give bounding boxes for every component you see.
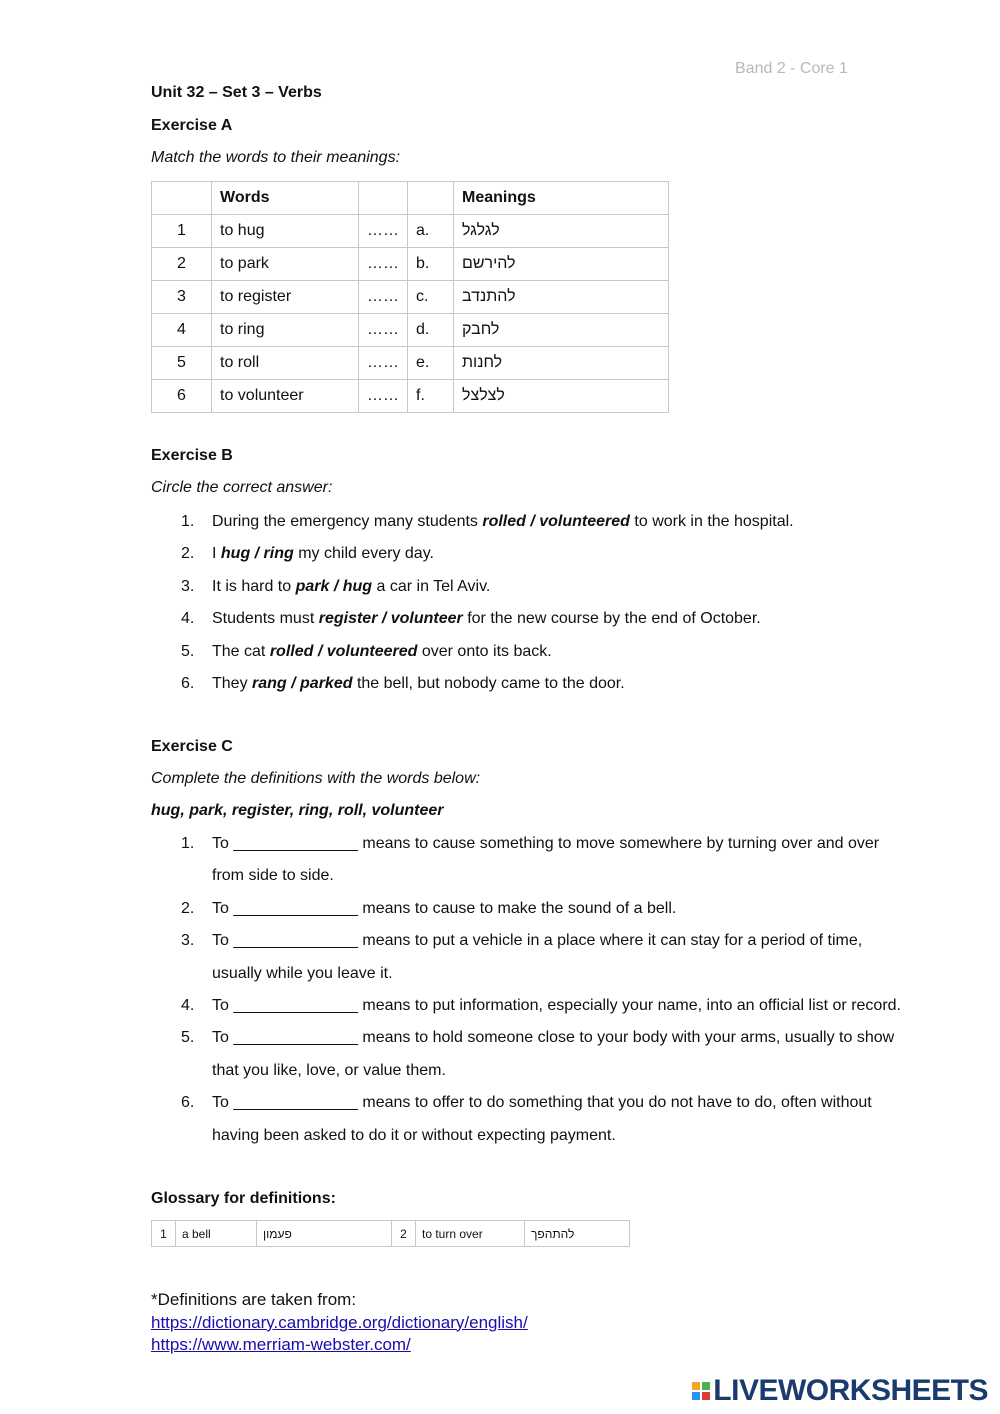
header-letter-cell xyxy=(408,182,454,215)
row-number: 5 xyxy=(152,347,212,380)
table-row xyxy=(152,248,669,281)
exercise-b-heading: Exercise B xyxy=(151,447,233,464)
row-letter: a. xyxy=(408,215,454,248)
item-text-before: The cat xyxy=(212,642,270,660)
page-title: Unit 32 – Set 3 – Verbs xyxy=(151,84,322,101)
row-letter: f. xyxy=(408,380,454,413)
list-item xyxy=(151,893,912,925)
row-number: 2 xyxy=(152,248,212,281)
answer-blank[interactable]: …… xyxy=(359,215,408,248)
item-number: 6. xyxy=(181,1094,195,1112)
table-row xyxy=(152,314,669,347)
definition-text: To ______________ means to cause something to move somewhere by turning over and over from side to side. xyxy=(212,835,880,885)
row-number: 4 xyxy=(152,314,212,347)
item-number: 3. xyxy=(181,577,195,595)
row-word: to hug xyxy=(212,215,359,248)
row-letter: c. xyxy=(408,281,454,314)
exercise-c-instruction: Complete the definitions with the words below: xyxy=(151,770,481,787)
exercise-b-instruction: Circle the correct answer: xyxy=(151,479,333,496)
definition-text: To ______________ means to hold someone close to your body with your arms, usually to show that you like, love, or value them. xyxy=(212,1029,895,1079)
item-number: 2. xyxy=(181,545,195,563)
row-letter: b. xyxy=(408,248,454,281)
definition-text: To ______________ means to put a vehicle in a place where it can stay for a period of time, usually while you leave it. xyxy=(212,932,863,982)
table-row xyxy=(152,380,669,413)
row-meaning: לצלצל xyxy=(454,380,669,413)
item-text-after: to work in the hospital. xyxy=(629,513,794,530)
list-item xyxy=(151,576,794,608)
row-number: 1 xyxy=(152,215,212,248)
header-num-cell xyxy=(152,182,212,215)
word-bank: hug, park, register, ring, roll, volunteer xyxy=(151,802,444,819)
glossary-word: a bell xyxy=(176,1221,257,1247)
item-text-after: over onto its back. xyxy=(417,642,552,660)
item-text-before: It is hard to xyxy=(212,577,296,595)
sources-note: *Definitions are taken from: xyxy=(151,1290,357,1309)
answer-choice[interactable]: hug / ring xyxy=(220,545,294,563)
header-blank-cell xyxy=(359,182,408,215)
row-word: to roll xyxy=(212,347,359,380)
header-words: Words xyxy=(212,182,359,215)
table-row xyxy=(152,347,669,380)
table-row xyxy=(152,215,669,248)
item-text-before: They xyxy=(212,674,253,692)
logo-mark-icon xyxy=(692,1382,710,1400)
table-row xyxy=(152,1221,630,1247)
row-letter: e. xyxy=(408,347,454,380)
item-number: 5. xyxy=(181,1029,195,1047)
item-text-after: the bell, but nobody came to the door. xyxy=(352,674,625,692)
item-text-after: a car in Tel Aviv. xyxy=(372,577,491,595)
row-word: to ring xyxy=(212,314,359,347)
item-number: 5. xyxy=(181,642,195,660)
answer-choice[interactable]: park / hug xyxy=(295,577,373,595)
row-letter: d. xyxy=(408,314,454,347)
table-row xyxy=(152,281,669,314)
answer-blank[interactable]: …… xyxy=(359,248,408,281)
list-item xyxy=(151,1022,912,1087)
item-number: 1. xyxy=(181,513,195,530)
row-word: to register xyxy=(212,281,359,314)
item-number: 4. xyxy=(181,997,195,1015)
list-item xyxy=(151,543,794,575)
list-item xyxy=(151,925,912,990)
list-item xyxy=(151,608,794,640)
list-item xyxy=(151,641,794,673)
row-meaning: להתנדב xyxy=(454,281,669,314)
item-text-after: for the new course by the end of October. xyxy=(462,610,761,628)
header-meanings: Meanings xyxy=(454,182,669,215)
answer-choice[interactable]: rang / parked xyxy=(252,674,353,692)
item-text-before: I xyxy=(212,545,221,563)
list-item xyxy=(151,511,794,543)
row-word: to park xyxy=(212,248,359,281)
definition-text: To ______________ means to put information, especially your name, into an official list or record. xyxy=(212,997,901,1015)
liveworksheets-logo xyxy=(692,1374,988,1408)
answer-blank[interactable]: …… xyxy=(359,347,408,380)
glossary-heading: Glossary for definitions: xyxy=(151,1190,336,1207)
answer-choice[interactable]: rolled / volunteered xyxy=(482,513,630,530)
exercise-c-list xyxy=(151,828,912,1152)
list-item xyxy=(151,673,794,705)
table-header-row xyxy=(152,182,669,215)
row-meaning: לחבק xyxy=(454,314,669,347)
band-label: Band 2 - Core 1 xyxy=(735,60,848,77)
exercise-a-heading: Exercise A xyxy=(151,117,233,134)
item-text-before: Students must xyxy=(212,610,319,628)
list-item xyxy=(151,990,912,1022)
glossary-table xyxy=(151,1220,630,1247)
exercise-c-heading: Exercise C xyxy=(151,738,233,755)
glossary-word: to turn over xyxy=(416,1221,525,1247)
cambridge-link[interactable]: https://dictionary.cambridge.org/dictionary/english/ xyxy=(151,1312,528,1332)
answer-blank[interactable]: …… xyxy=(359,314,408,347)
exercise-a-instruction: Match the words to their meanings: xyxy=(151,149,401,166)
row-meaning: לחנות xyxy=(454,347,669,380)
glossary-number: 1 xyxy=(152,1221,176,1247)
logo-text: LIVEWORKSHEETS xyxy=(713,1374,988,1407)
glossary-meaning: להתהפך xyxy=(525,1221,630,1247)
exercise-b-list xyxy=(151,511,794,705)
row-number: 3 xyxy=(152,281,212,314)
answer-blank[interactable]: …… xyxy=(359,281,408,314)
definition-text: To ______________ means to cause to make the sound of a bell. xyxy=(212,899,677,917)
item-number: 4. xyxy=(181,610,195,628)
answer-choice[interactable]: register / volunteer xyxy=(318,610,463,628)
glossary-number: 2 xyxy=(392,1221,416,1247)
item-number: 2. xyxy=(181,899,195,917)
list-item xyxy=(151,1087,912,1152)
item-text-before: During the emergency many students xyxy=(212,513,483,530)
item-number: 3. xyxy=(181,932,195,950)
item-number: 1. xyxy=(181,835,195,852)
row-meaning: להירשם xyxy=(454,248,669,281)
row-word: to volunteer xyxy=(212,380,359,413)
item-number: 6. xyxy=(181,674,195,692)
list-item xyxy=(151,828,912,893)
definition-text: To ______________ means to offer to do something that you do not have to do, often without having been asked to do it or without expecting payment. xyxy=(212,1094,872,1144)
row-meaning: לגלגל xyxy=(454,215,669,248)
merriam-webster-link[interactable]: https://www.merriam-webster.com/ xyxy=(151,1335,411,1354)
row-number: 6 xyxy=(152,380,212,413)
item-text-after: my child every day. xyxy=(293,545,434,563)
answer-choice[interactable]: rolled / volunteered xyxy=(269,642,418,660)
glossary-meaning: פעמון xyxy=(257,1221,392,1247)
matching-table xyxy=(151,181,669,413)
sources xyxy=(151,1289,528,1357)
answer-blank[interactable]: …… xyxy=(359,380,408,413)
